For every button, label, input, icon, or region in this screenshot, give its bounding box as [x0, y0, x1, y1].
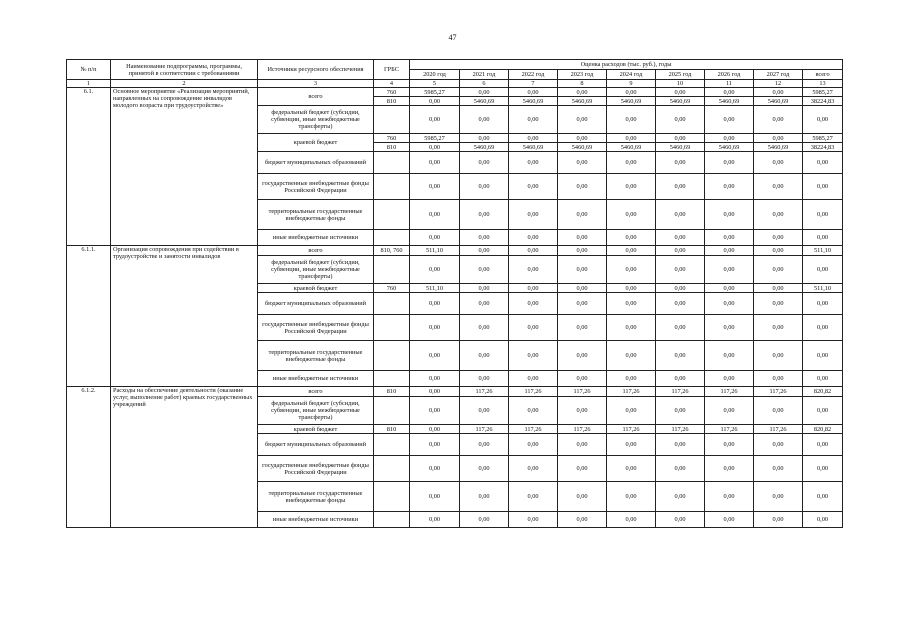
grbs-code: 810, 760: [374, 246, 410, 256]
value-cell: 5460,69: [509, 97, 558, 106]
value-cell: 0,00: [607, 293, 656, 315]
value-cell: 0,00: [410, 230, 460, 246]
value-cell: 0,00: [509, 88, 558, 97]
value-cell: 0,00: [558, 315, 607, 341]
value-cell: 0,00: [607, 284, 656, 293]
funding-source: территориальные государственные внебюджетные фонды: [258, 200, 374, 230]
grbs-code: 810: [374, 425, 410, 434]
value-cell: 0,00: [754, 230, 803, 246]
value-cell: 0,00: [410, 256, 460, 284]
row-name: Расходы на обеспечение деятельности (оказание услуг, выполнение работ) краевых государственных учреждений: [111, 387, 258, 528]
value-cell: 0,00: [410, 293, 460, 315]
funding-source: иные внебюджетные источники: [258, 371, 374, 387]
funding-source: государственные внебюджетные фонды Российской Федерации: [258, 315, 374, 341]
grbs-code: [374, 174, 410, 200]
header-col-index: 2: [111, 80, 258, 88]
value-cell: 511,10: [410, 284, 460, 293]
value-cell: 0,00: [803, 200, 843, 230]
value-cell: 0,00: [509, 512, 558, 528]
funding-source: государственные внебюджетные фонды Российской Федерации: [258, 174, 374, 200]
value-cell: 117,26: [509, 425, 558, 434]
value-cell: 117,26: [607, 425, 656, 434]
value-cell: 0,00: [410, 152, 460, 174]
value-cell: 0,00: [509, 246, 558, 256]
funding-source: краевой бюджет: [258, 425, 374, 434]
funding-source: бюджет муниципальных образований: [258, 434, 374, 456]
value-cell: 0,00: [705, 341, 754, 371]
header-year: 2020 год: [410, 70, 460, 80]
value-cell: 0,00: [558, 88, 607, 97]
header-year: 2025 год: [656, 70, 705, 80]
header-year: 2021 год: [460, 70, 509, 80]
value-cell: 0,00: [558, 106, 607, 134]
value-cell: 5460,69: [509, 143, 558, 152]
header-col-index: 5: [410, 80, 460, 88]
value-cell: 0,00: [558, 174, 607, 200]
value-cell: 5460,69: [558, 143, 607, 152]
value-cell: 0,00: [607, 456, 656, 482]
value-cell: 0,00: [410, 371, 460, 387]
funding-source: всего: [258, 387, 374, 397]
value-cell: 0,00: [754, 284, 803, 293]
grbs-code: [374, 256, 410, 284]
header-col-index: 11: [705, 80, 754, 88]
header-name: Наименование подпрограммы, программы, принятой в соответствии с требованиями: [111, 60, 258, 80]
grbs-code: [374, 341, 410, 371]
value-cell: 5460,69: [656, 143, 705, 152]
value-cell: 0,00: [705, 293, 754, 315]
value-cell: 0,00: [754, 371, 803, 387]
value-cell: 511,10: [410, 246, 460, 256]
value-cell: 0,00: [705, 88, 754, 97]
value-cell: 5460,69: [656, 97, 705, 106]
value-cell: 0,00: [705, 482, 754, 512]
value-cell: 0,00: [705, 246, 754, 256]
header-grbs: ГРБС: [374, 60, 410, 80]
value-cell: 0,00: [410, 315, 460, 341]
header-source: Источники ресурсного обеспечения: [258, 60, 374, 80]
value-cell: 117,26: [460, 387, 509, 397]
value-cell: 0,00: [410, 482, 460, 512]
value-cell: 0,00: [705, 315, 754, 341]
value-cell: 117,26: [656, 387, 705, 397]
value-cell: 0,00: [607, 174, 656, 200]
value-cell: 117,26: [754, 387, 803, 397]
grbs-code: 760: [374, 284, 410, 293]
value-cell: 0,00: [754, 152, 803, 174]
value-cell: 0,00: [705, 371, 754, 387]
grbs-code: [374, 434, 410, 456]
value-cell: 0,00: [754, 293, 803, 315]
funding-source: всего: [258, 246, 374, 256]
funding-source: краевой бюджет: [258, 134, 374, 152]
value-cell: 0,00: [656, 256, 705, 284]
value-cell: 0,00: [656, 293, 705, 315]
header-col-index: 9: [607, 80, 656, 88]
value-cell: 0,00: [656, 482, 705, 512]
value-cell: 511,10: [803, 284, 843, 293]
value-cell: 0,00: [558, 200, 607, 230]
grbs-code: 760: [374, 134, 410, 143]
value-cell: 0,00: [460, 106, 509, 134]
value-cell: 0,00: [509, 434, 558, 456]
value-cell: 117,26: [558, 387, 607, 397]
value-cell: 0,00: [558, 434, 607, 456]
value-cell: 0,00: [656, 341, 705, 371]
funding-source: всего: [258, 88, 374, 106]
funding-source: бюджет муниципальных образований: [258, 152, 374, 174]
value-cell: 117,26: [705, 425, 754, 434]
value-cell: 0,00: [509, 397, 558, 425]
value-cell: 0,00: [754, 88, 803, 97]
value-cell: 0,00: [558, 341, 607, 371]
grbs-code: [374, 397, 410, 425]
header-col-index: 12: [754, 80, 803, 88]
value-cell: 0,00: [656, 174, 705, 200]
value-cell: 0,00: [705, 434, 754, 456]
value-cell: 0,00: [803, 456, 843, 482]
value-cell: 0,00: [656, 134, 705, 143]
value-cell: 0,00: [656, 88, 705, 97]
value-cell: 117,26: [509, 387, 558, 397]
value-cell: 0,00: [607, 371, 656, 387]
value-cell: 0,00: [705, 106, 754, 134]
value-cell: 0,00: [460, 88, 509, 97]
header-index-row: [67, 80, 843, 88]
grbs-code: 760: [374, 88, 410, 97]
value-cell: 0,00: [460, 512, 509, 528]
value-cell: 0,00: [509, 200, 558, 230]
value-cell: 5460,69: [754, 97, 803, 106]
value-cell: 0,00: [607, 134, 656, 143]
funding-source: федеральный бюджет (субсидии, субвенции, иные межбюджетные трансферты): [258, 256, 374, 284]
value-cell: 0,00: [754, 512, 803, 528]
grbs-code: 810: [374, 97, 410, 106]
value-cell: 0,00: [656, 371, 705, 387]
value-cell: 0,00: [803, 230, 843, 246]
value-cell: 0,00: [607, 256, 656, 284]
grbs-code: [374, 293, 410, 315]
row-number: 6.1.1.: [67, 246, 111, 387]
value-cell: 0,00: [410, 200, 460, 230]
value-cell: 0,00: [558, 371, 607, 387]
value-cell: 0,00: [803, 152, 843, 174]
value-cell: 117,26: [705, 387, 754, 397]
value-cell: 0,00: [705, 200, 754, 230]
grbs-code: [374, 512, 410, 528]
value-cell: 0,00: [705, 134, 754, 143]
funding-source: иные внебюджетные источники: [258, 230, 374, 246]
value-cell: 0,00: [656, 434, 705, 456]
header-year: 2027 год: [754, 70, 803, 80]
value-cell: 0,00: [803, 434, 843, 456]
value-cell: 117,26: [656, 425, 705, 434]
value-cell: 0,00: [460, 315, 509, 341]
value-cell: 117,26: [607, 387, 656, 397]
value-cell: 0,00: [460, 174, 509, 200]
header-year: 2023 год: [558, 70, 607, 80]
value-cell: 820,82: [803, 425, 843, 434]
funding-source: территориальные государственные внебюджетные фонды: [258, 482, 374, 512]
value-cell: 0,00: [460, 482, 509, 512]
value-cell: 0,00: [460, 371, 509, 387]
value-cell: 0,00: [754, 246, 803, 256]
value-cell: 0,00: [803, 106, 843, 134]
value-cell: 0,00: [410, 434, 460, 456]
header-num: № п/п: [67, 60, 111, 80]
value-cell: 0,00: [460, 230, 509, 246]
value-cell: 0,00: [460, 456, 509, 482]
grbs-code: [374, 106, 410, 134]
value-cell: 5460,69: [705, 143, 754, 152]
value-cell: 511,10: [803, 246, 843, 256]
value-cell: 117,26: [460, 425, 509, 434]
row-number: 6.1.: [67, 88, 111, 246]
value-cell: 0,00: [509, 256, 558, 284]
value-cell: 0,00: [509, 293, 558, 315]
header-row-top: [67, 60, 843, 70]
row-name: Основное мероприятие «Реализация мероприятий, направленных на сопровождение инвалидов молодого возраста при трудоустройстве»: [111, 88, 258, 246]
value-cell: 0,00: [460, 200, 509, 230]
header-col-index: 3: [258, 80, 374, 88]
value-cell: 0,00: [558, 293, 607, 315]
value-cell: 0,00: [754, 341, 803, 371]
header-estimate: Оценка расходов (тыс. руб.), годы: [410, 60, 843, 70]
value-cell: 0,00: [410, 387, 460, 397]
header-col-index: 1: [67, 80, 111, 88]
value-cell: 0,00: [607, 512, 656, 528]
table-row: [67, 387, 843, 397]
value-cell: 820,82: [803, 387, 843, 397]
value-cell: 0,00: [558, 512, 607, 528]
funding-source: федеральный бюджет (субсидии, субвенции, иные межбюджетные трансферты): [258, 397, 374, 425]
header-col-index: 6: [460, 80, 509, 88]
value-cell: 0,00: [460, 256, 509, 284]
value-cell: 0,00: [705, 174, 754, 200]
value-cell: 5460,69: [460, 97, 509, 106]
value-cell: 0,00: [803, 256, 843, 284]
grbs-code: 810: [374, 387, 410, 397]
value-cell: 0,00: [607, 106, 656, 134]
value-cell: 0,00: [558, 152, 607, 174]
value-cell: 0,00: [803, 341, 843, 371]
value-cell: 5985,27: [803, 134, 843, 143]
value-cell: 0,00: [754, 174, 803, 200]
value-cell: 0,00: [509, 456, 558, 482]
value-cell: 5460,69: [754, 143, 803, 152]
value-cell: 0,00: [803, 371, 843, 387]
value-cell: 0,00: [754, 482, 803, 512]
value-cell: 0,00: [607, 230, 656, 246]
value-cell: 0,00: [558, 230, 607, 246]
header-col-index: 8: [558, 80, 607, 88]
value-cell: 0,00: [410, 425, 460, 434]
value-cell: 5985,27: [803, 88, 843, 97]
value-cell: 0,00: [705, 456, 754, 482]
header-col-index: 13: [803, 80, 843, 88]
value-cell: 0,00: [509, 482, 558, 512]
funding-source: краевой бюджет: [258, 284, 374, 293]
header-col-index: 7: [509, 80, 558, 88]
value-cell: 0,00: [656, 200, 705, 230]
funding-source: государственные внебюджетные фонды Российской Федерации: [258, 456, 374, 482]
value-cell: 0,00: [705, 230, 754, 246]
value-cell: 5985,27: [410, 134, 460, 143]
value-cell: 0,00: [705, 397, 754, 425]
value-cell: 0,00: [656, 284, 705, 293]
value-cell: 0,00: [656, 230, 705, 246]
value-cell: 38224,83: [803, 143, 843, 152]
grbs-code: [374, 200, 410, 230]
header-year: 2024 год: [607, 70, 656, 80]
value-cell: 0,00: [705, 256, 754, 284]
table-row: [67, 88, 843, 97]
value-cell: 0,00: [509, 315, 558, 341]
value-cell: 0,00: [803, 397, 843, 425]
value-cell: 0,00: [410, 97, 460, 106]
value-cell: 5460,69: [607, 97, 656, 106]
page-number: 47: [448, 33, 457, 42]
value-cell: 0,00: [509, 230, 558, 246]
value-cell: 0,00: [803, 315, 843, 341]
value-cell: 0,00: [754, 256, 803, 284]
value-cell: 0,00: [656, 152, 705, 174]
funding-source: иные внебюджетные источники: [258, 512, 374, 528]
row-name: Организация сопровождения при содействии в трудоустройстве и занятости инвалидов: [111, 246, 258, 387]
value-cell: 0,00: [656, 246, 705, 256]
value-cell: 0,00: [803, 293, 843, 315]
grbs-code: [374, 371, 410, 387]
value-cell: 0,00: [558, 397, 607, 425]
header-year: 2026 год: [705, 70, 754, 80]
value-cell: 0,00: [607, 152, 656, 174]
funding-source: территориальные государственные внебюджетные фонды: [258, 341, 374, 371]
value-cell: 117,26: [558, 425, 607, 434]
value-cell: 0,00: [410, 512, 460, 528]
value-cell: 0,00: [754, 456, 803, 482]
value-cell: 0,00: [460, 397, 509, 425]
value-cell: 0,00: [410, 341, 460, 371]
value-cell: 0,00: [607, 434, 656, 456]
value-cell: 0,00: [607, 200, 656, 230]
value-cell: 0,00: [656, 315, 705, 341]
value-cell: 0,00: [558, 134, 607, 143]
value-cell: 0,00: [558, 246, 607, 256]
value-cell: 0,00: [754, 397, 803, 425]
value-cell: 0,00: [410, 397, 460, 425]
value-cell: 0,00: [656, 512, 705, 528]
value-cell: 0,00: [656, 456, 705, 482]
header-year: 2022 год: [509, 70, 558, 80]
value-cell: 0,00: [607, 341, 656, 371]
header-year: всего: [803, 70, 843, 80]
value-cell: 0,00: [705, 152, 754, 174]
value-cell: 0,00: [509, 134, 558, 143]
row-number: 6.1.2.: [67, 387, 111, 528]
header-col-index: 10: [656, 80, 705, 88]
value-cell: 0,00: [803, 482, 843, 512]
grbs-code: [374, 315, 410, 341]
value-cell: 0,00: [705, 284, 754, 293]
value-cell: 0,00: [460, 341, 509, 371]
value-cell: 0,00: [509, 371, 558, 387]
value-cell: 0,00: [460, 152, 509, 174]
budget-table: [66, 59, 843, 528]
value-cell: 0,00: [607, 482, 656, 512]
value-cell: 0,00: [460, 434, 509, 456]
value-cell: 0,00: [607, 315, 656, 341]
value-cell: 0,00: [754, 434, 803, 456]
value-cell: 0,00: [410, 106, 460, 134]
value-cell: 0,00: [460, 284, 509, 293]
grbs-code: 810: [374, 143, 410, 152]
value-cell: 0,00: [705, 512, 754, 528]
value-cell: 0,00: [754, 200, 803, 230]
table-row: [67, 246, 843, 256]
value-cell: 0,00: [803, 174, 843, 200]
value-cell: 0,00: [607, 397, 656, 425]
value-cell: 0,00: [410, 456, 460, 482]
value-cell: 0,00: [509, 174, 558, 200]
funding-source: бюджет муниципальных образований: [258, 293, 374, 315]
value-cell: 0,00: [460, 134, 509, 143]
value-cell: 0,00: [509, 152, 558, 174]
value-cell: 0,00: [410, 143, 460, 152]
value-cell: 5460,69: [705, 97, 754, 106]
value-cell: 0,00: [656, 397, 705, 425]
value-cell: 0,00: [754, 134, 803, 143]
value-cell: 5460,69: [558, 97, 607, 106]
value-cell: 0,00: [509, 341, 558, 371]
value-cell: 0,00: [460, 246, 509, 256]
value-cell: 0,00: [410, 174, 460, 200]
funding-source: федеральный бюджет (субсидии, субвенции, иные межбюджетные трансферты): [258, 106, 374, 134]
value-cell: 0,00: [558, 284, 607, 293]
value-cell: 0,00: [558, 456, 607, 482]
value-cell: 117,26: [754, 425, 803, 434]
value-cell: 0,00: [509, 106, 558, 134]
value-cell: 0,00: [558, 482, 607, 512]
value-cell: 5460,69: [460, 143, 509, 152]
value-cell: 0,00: [803, 512, 843, 528]
grbs-code: [374, 230, 410, 246]
value-cell: 0,00: [558, 256, 607, 284]
value-cell: 0,00: [509, 284, 558, 293]
header-col-index: 4: [374, 80, 410, 88]
grbs-code: [374, 152, 410, 174]
grbs-code: [374, 482, 410, 512]
value-cell: 0,00: [754, 315, 803, 341]
value-cell: 0,00: [656, 106, 705, 134]
value-cell: 5460,69: [607, 143, 656, 152]
grbs-code: [374, 456, 410, 482]
value-cell: 5985,27: [410, 88, 460, 97]
value-cell: 38224,83: [803, 97, 843, 106]
value-cell: 0,00: [460, 293, 509, 315]
value-cell: 0,00: [607, 246, 656, 256]
value-cell: 0,00: [754, 106, 803, 134]
value-cell: 0,00: [607, 88, 656, 97]
